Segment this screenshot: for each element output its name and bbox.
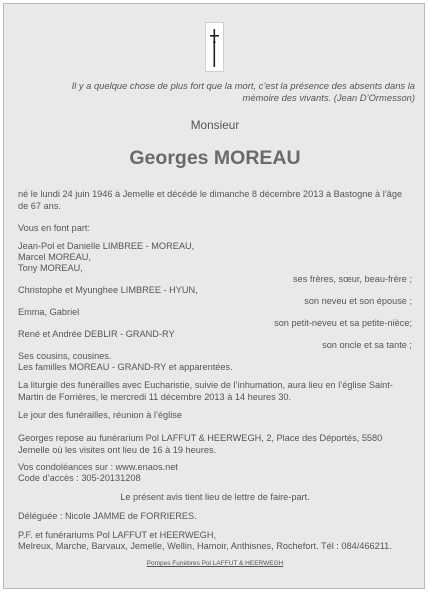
access-code-text: Code d’accès : 305-20131208 bbox=[18, 473, 141, 483]
family-relation: ses frères, sœur, beau-frère ; bbox=[293, 274, 412, 284]
family-name: Marcel MOREAU, bbox=[18, 252, 91, 262]
family-relation: son neveu et son épouse ; bbox=[304, 296, 412, 306]
family-name: Jean-Pol et Danielle LIMBREE - MOREAU, bbox=[18, 241, 195, 251]
delegate-text: Déléguée : Nicole JAMME de FORRIERES. bbox=[18, 511, 197, 521]
birth-death-text: né le lundi 24 juin 1946 à Jemelle et décédé le dimanche 8 décembre 2013 à Bastogne à l’âge de 67 ans. bbox=[18, 189, 403, 211]
funeral-home-text: P.F. et funérariums Pol LAFFUT et HEERWEGH, bbox=[18, 530, 217, 540]
family-relation: son oncle et sa tante ; bbox=[322, 340, 412, 350]
family-relation: son petit-neveu et sa petite-nièce; bbox=[274, 318, 412, 328]
funeral-home-locations: Melreux, Marche, Barvaux, Jemelle, Wellin, Hamoir, Anthisnes, Rochefort. Tél : 084/466211. bbox=[18, 541, 392, 551]
meeting-text: Le jour des funérailles, réunion à l’église bbox=[18, 410, 182, 420]
family-name: Christophe et Myunghee LIMBREE - HYUN, bbox=[18, 285, 198, 295]
liturgy-text: La liturgie des funérailles avec Eucharistie, suivie de l’inhumation, aura lieu en l’église Saint-Martin de Forrières, le mercredi 11 décembre 2013 à 14 heures 30. bbox=[18, 380, 393, 402]
notice-text: Le présent avis tient lieu de lettre de faire-part. bbox=[120, 492, 310, 502]
rest-text: Georges repose au funérarium Pol LAFFUT & HEERWEGH, 2, Place des Déportés, 5580 Jemelle où les visites ont lieu de 16 à 19 heures. bbox=[18, 433, 383, 455]
crucifix-icon bbox=[205, 22, 224, 72]
others-text: Ses cousins, cousines. bbox=[18, 351, 112, 361]
deceased-name: Georges MOREAU bbox=[129, 147, 301, 169]
quote-text: Il y a quelque chose de plus fort que la mort, c’est la présence des absents dans la mémoire des vivants. (Jean D’Ormesson) bbox=[71, 80, 415, 103]
condolences-text: Vos condoléances sur : www.enaos.net bbox=[18, 462, 178, 472]
family-name: Tony MOREAU, bbox=[18, 263, 83, 273]
salutation: Monsieur bbox=[190, 118, 240, 132]
others-text: Les familles MOREAU - GRAND-RY et apparentées. bbox=[18, 362, 233, 372]
funeral-home-link[interactable]: Pompes Funèbres Pol LAFFUT & HEERWEGH bbox=[146, 560, 284, 567]
family-name: Emma, Gabriel bbox=[18, 307, 80, 317]
intro-text: Vous en font part: bbox=[18, 223, 91, 233]
family-name: René et Andrée DEBLIR - GRAND-RY bbox=[18, 329, 175, 339]
